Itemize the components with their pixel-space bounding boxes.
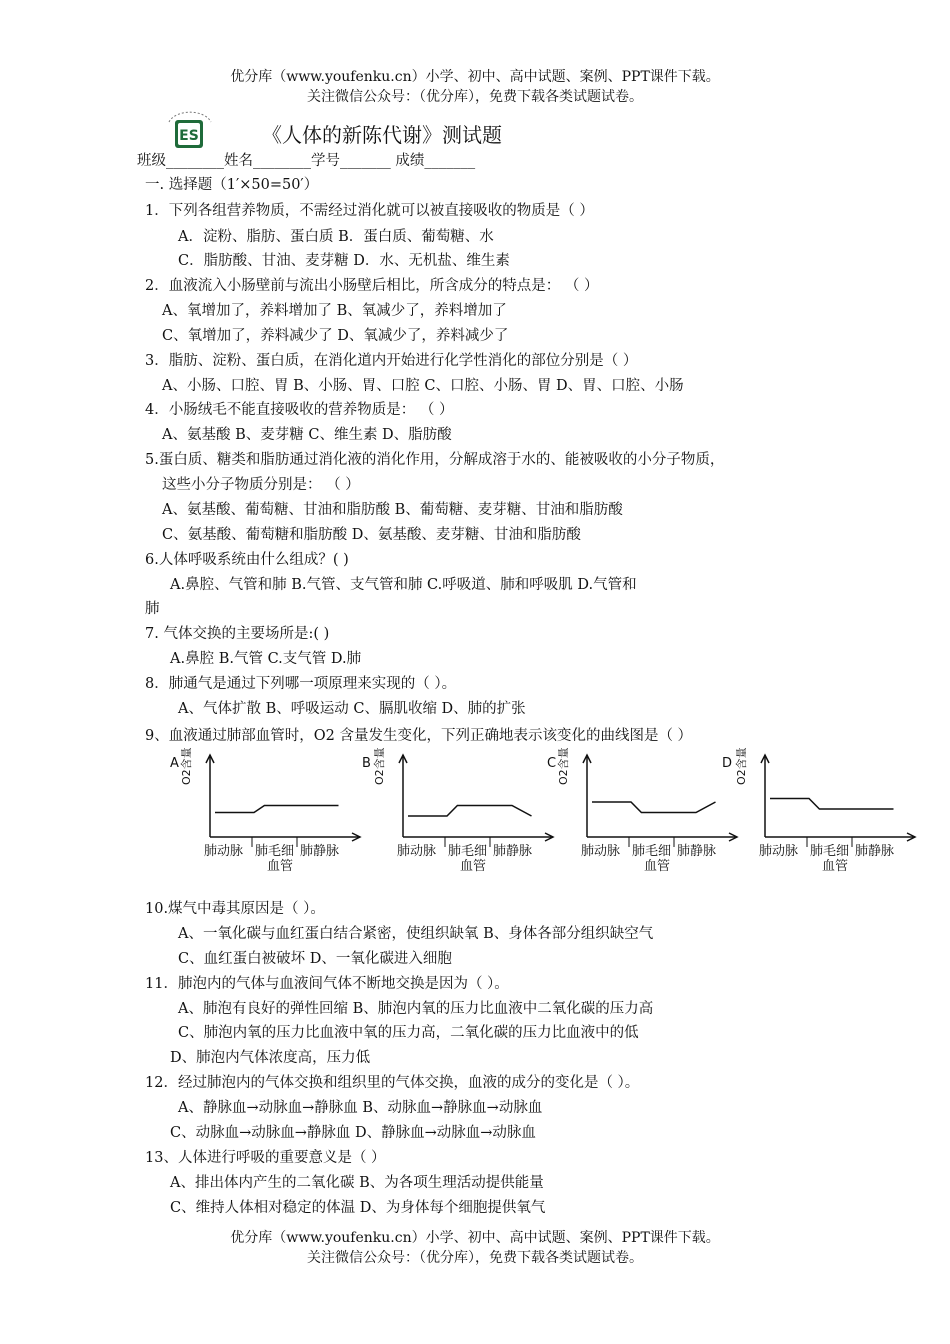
chart-A-letter: A (170, 756, 179, 771)
chart-A-xlabel-1: 肺动脉 (204, 844, 244, 859)
chart-B-xlabel-2a: 肺毛细 (448, 844, 488, 859)
chart-C-xlabel-2b: 血管 (644, 859, 671, 874)
chart-C-letter: C (547, 756, 557, 771)
chart-A-xlabel-2b: 血管 (267, 859, 294, 874)
question-7: 7. 气体交换的主要场所是:( ) (145, 626, 330, 642)
question-4: 4．小肠绒毛不能直接吸收的营养物质是： （ ） (145, 402, 454, 418)
question-10-options-cd: C、血红蛋白被破坏 D、一氧化碳进入细胞 (178, 951, 452, 967)
logo-text: ES (179, 128, 199, 144)
section-heading: 一. 选择题（1′×50=50′） (145, 177, 319, 193)
chart-C-curve (592, 802, 716, 813)
chart-C-xlabel-2a: 肺毛细 (632, 844, 672, 859)
question-9: 9、血液通过肺部血管时，O2 含量发生变化，下列正确地表示该变化的曲线图是（ ） (145, 728, 693, 744)
question-5: 5.蛋白质、糖类和脂肪通过消化液的消化作用，分解成溶于水的、能被吸收的小分子物质， (145, 452, 725, 468)
question-11: 11．肺泡内的气体与血液间气体不断地交换是因为（ ）。 (145, 976, 509, 992)
question-3-options: A、小肠、口腔、胃 B、小肠、胃、口腔 C、口腔、小肠、胃 D、胃、口腔、小肠 (162, 378, 684, 394)
student-info-line: 班级________姓名________学号_______ 成绩_______ (137, 153, 476, 169)
question-6: 6.人体呼吸系统由什么组成？( ) (145, 552, 349, 568)
chart-D-letter: D (722, 756, 733, 771)
question-2-options-cd: C、氧增加了，养料减少了 D、氧减少了，养料减少了 (162, 328, 509, 344)
chart-C-xlabel-1: 肺动脉 (581, 844, 621, 859)
question-10: 10.煤气中毒其原因是（ ）。 (145, 901, 325, 917)
question-6-options: A.鼻腔、气管和肺 B.气管、支气管和肺 C.呼吸道、肺和呼吸肌 D.气管和 (170, 577, 637, 593)
footer-line-2: 关注微信公众号：（优分库），免费下载各类试题试卷。 (307, 1250, 643, 1266)
question-2-options-ab: A、氧增加了，养料增加了 B、氧减少了，养料增加了 (162, 303, 507, 319)
chart-D-xlabel-3: 肺静脉 (855, 844, 895, 859)
question-5-options-cd: C、氨基酸、葡萄糖和脂肪酸 D、氨基酸、麦芽糖、甘油和脂肪酸 (162, 527, 581, 543)
chart-A-ylabel: O2含量 (180, 747, 193, 785)
chart-D-xlabel-2a: 肺毛细 (810, 844, 850, 859)
chart-A-xlabel-2a: 肺毛细 (255, 844, 295, 859)
chart-C-ylabel: O2含量 (557, 747, 570, 785)
question-10-options-ab: A、一氧化碳与血红蛋白结合紧密，使组织缺氧 B、身体各部分组织缺空气 (178, 926, 654, 942)
question-3: 3．脂肪、淀粉、蛋白质，在消化道内开始进行化学性消化的部位分别是（ ） (145, 353, 638, 369)
school-logo (163, 108, 217, 152)
chart-B-letter: B (362, 756, 371, 771)
question-8-options: A、气体扩散 B、呼吸运动 C、膈肌收缩 D、肺的扩张 (178, 701, 526, 717)
chart-D-curve (770, 799, 894, 810)
chart-D-xlabel-1: 肺动脉 (759, 844, 799, 859)
question-1-options-ab: A．淀粉、脂肪、蛋白质 B．蛋白质、葡萄糖、水 (178, 229, 494, 245)
chart-B-xlabel-1: 肺动脉 (397, 844, 437, 859)
chart-B-xlabel-2b: 血管 (460, 859, 487, 874)
chart-A-xlabel-3: 肺静脉 (300, 844, 340, 859)
question-7-options: A.鼻腔 B.气管 C.支气管 D.肺 (170, 651, 362, 667)
header-line-2: 关注微信公众号：（优分库），免费下载各类试题试卷。 (307, 89, 643, 105)
question-5-continuation: 这些小分子物质分别是： （ ） (162, 477, 360, 493)
q9-charts (0, 745, 950, 885)
question-11-option-c: C、肺泡内氧的压力比血液中氧的压力高，二氧化碳的压力比血液中的低 (178, 1025, 639, 1041)
question-13-options-cd: C、维持人体相对稳定的体温 D、为身体每个细胞提供氧气 (170, 1200, 546, 1216)
chart-C-xlabel-3: 肺静脉 (677, 844, 717, 859)
question-12-options-ab: A、静脉血→动脉血→静脉血 B、动脉血→静脉血→动脉血 (178, 1100, 543, 1116)
chart-D-xlabel-2b: 血管 (822, 859, 849, 874)
chart-B-ylabel: O2含量 (373, 747, 386, 785)
question-11-options-ab: A、肺泡有良好的弹性回缩 B、肺泡内氧的压力比血液中二氧化碳的压力高 (178, 1001, 654, 1017)
question-1-options-cd: C．脂肪酸、甘油、麦芽糖 D．水、无机盐、维生素 (178, 253, 510, 269)
question-11-option-d: D、肺泡内气体浓度高，压力低 (170, 1050, 371, 1066)
chart-B-xlabel-3: 肺静脉 (493, 844, 533, 859)
question-8: 8．肺通气是通过下列哪一项原理来实现的（ ）。 (145, 676, 457, 692)
header-line-1: 优分库（www.youfenku.cn）小学、初中、高中试题、案例、PPT课件下载。 (230, 69, 720, 85)
question-12-options-cd: C、动脉血→动脉血→静脉血 D、静脉血→动脉血→动脉血 (170, 1125, 536, 1141)
question-12: 12．经过肺泡内的气体交换和组织里的气体交换，血液的成分的变化是（ ）。 (145, 1075, 640, 1091)
logo-icon (163, 108, 217, 152)
chart-D-ylabel: O2含量 (735, 747, 748, 785)
chart-A-curve (215, 806, 339, 813)
chart-B-curve (408, 806, 532, 817)
page-title: 《人体的新陈代谢》测试题 (262, 123, 502, 147)
question-1: 1．下列各组营养物质，不需经过消化就可以被直接吸收的物质是（ ） (145, 203, 594, 219)
question-13-options-ab: A、排出体内产生的二氧化碳 B、为各项生理活动提供能量 (170, 1175, 544, 1191)
question-5-options-ab: A、氨基酸、葡萄糖、甘油和脂肪酸 B、葡萄糖、麦芽糖、甘油和脂肪酸 (162, 502, 623, 518)
question-6-continuation: 肺 (145, 601, 160, 617)
footer-line-1: 优分库（www.youfenku.cn）小学、初中、高中试题、案例、PPT课件下载。 (230, 1230, 720, 1246)
question-4-options: A、氨基酸 B、麦芽糖 C、维生素 D、脂肪酸 (162, 427, 452, 443)
question-2: 2．血液流入小肠壁前与流出小肠壁后相比，所含成分的特点是： （ ） (145, 278, 599, 294)
question-13: 13、人体进行呼吸的重要意义是（ ） (145, 1150, 386, 1166)
